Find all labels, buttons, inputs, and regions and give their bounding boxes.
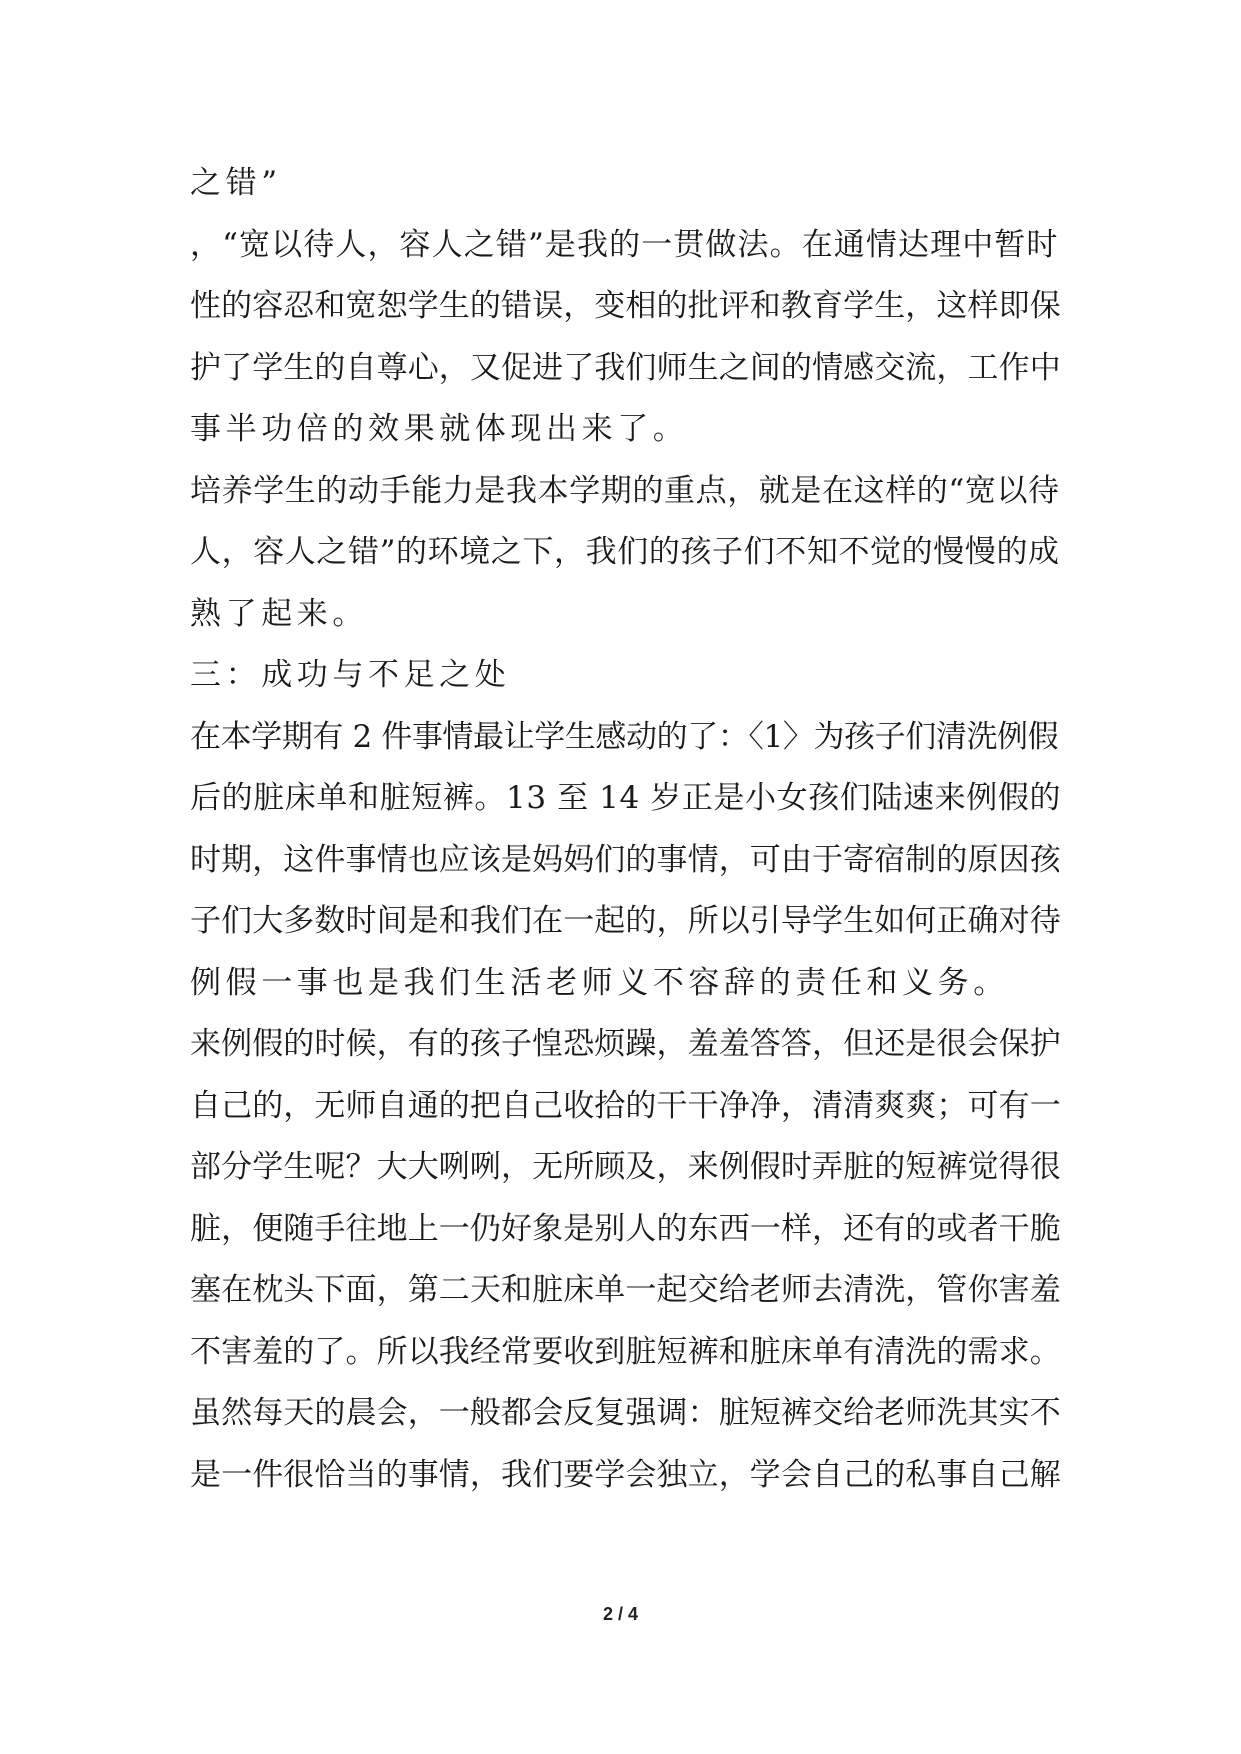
text-line: 脏，便随手往地上一仍好象是别人的东西一样，还有的或者干脆: [190, 1210, 1061, 1247]
text-line: 不害羞的了。所以我经常要收到脏短裤和脏床单有清洗的需求。: [190, 1333, 1061, 1370]
text-line: 护了学生的自尊心，又促进了我们师生之间的情感交流，工作中: [190, 349, 1061, 386]
text-line: 人，容人之错”的环境之下，我们的孩子们不知不觉的慢慢的成: [190, 534, 1060, 570]
page-number: 2 / 4: [602, 1604, 639, 1624]
text-line: 培养学生的动手能力是我本学期的重点，就是在这样的“宽以待: [190, 472, 1060, 509]
text-line: 例假一事也是我们生活老师义不容辞的责任和义务。: [190, 964, 1009, 1001]
text-line: 之错”: [190, 165, 282, 201]
text-line: 事半功倍的效果就体现出来了。: [190, 411, 689, 447]
text-line: 虽然每天的晨会，一般都会反复强调：脏短裤交给老师洗其实不: [190, 1395, 1061, 1431]
text-line: 性的容忍和宽恕学生的错误，变相的批评和教育学生，这样即保: [190, 288, 1061, 324]
text-line: 部分学生呢？大大咧咧，无所顾及，来例假时弄脏的短裤觉得很: [190, 1149, 1061, 1185]
body-text: [190, 153, 1070, 1506]
text-line: 塞在枕头下面，第二天和脏床单一起交给老师去清洗，管你害羞: [190, 1272, 1061, 1308]
text-line: 熟了起来。: [190, 595, 368, 632]
text-line: 来例假的时候，有的孩子惶恐烦躁，羞羞答答，但还是很会保护: [190, 1026, 1061, 1062]
text-line: 子们大多数时间是和我们在一起的，所以引导学生如何正确对待: [190, 903, 1061, 939]
text-line: ，“宽以待人，容人之错”是我的一贯做法。在通情达理中暂时: [190, 226, 1059, 263]
section-heading: 三：成功与不足之处: [190, 657, 511, 693]
text-line: 后的脏床单和脏短裤。13 至 14 岁正是小女孩们陆速来例假的: [190, 780, 1062, 816]
text-line: 自己的，无师自通的把自己收拾的干干净净，清清爽爽；可有一: [190, 1087, 1061, 1124]
text-line: 是一件很恰当的事情，我们要学会独立，学会自己的私事自己解: [190, 1456, 1061, 1493]
text-line: 在本学期有 2 件事情最让学生感动的了：〈1〉为孩子们清洗例假: [190, 718, 1059, 755]
text-line: 时期，这件事情也应该是妈妈们的事情，可由于寄宿制的原因孩: [190, 841, 1061, 878]
